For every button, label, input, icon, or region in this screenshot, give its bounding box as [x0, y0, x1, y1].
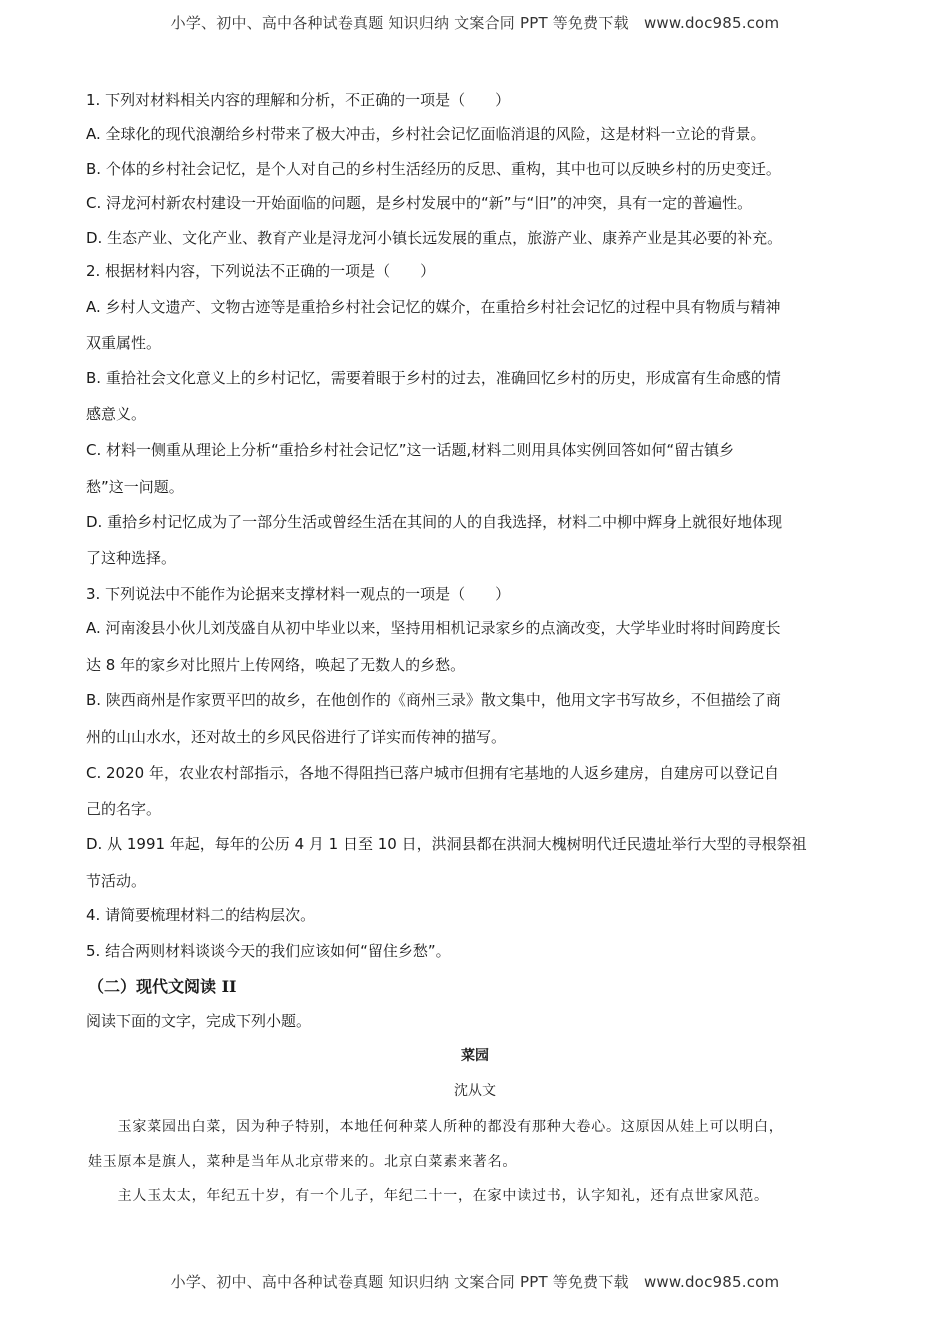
instruction: 阅读下面的文字，完成下列小题。: [86, 1012, 312, 1030]
question-line: B. 陕西商州是作家贾平凹的故乡，在他创作的《商州三录》散文集中，他用文字书写故乡，不但描绘了商: [86, 691, 781, 709]
question-line: 州的山山水水，还对故土的乡风民俗进行了详实而传神的描写。: [86, 728, 507, 746]
page-footer: 小学、初中、高中各种试卷真题 知识归纳 文案合同 PPT 等免费下载 www.doc985.com: [170, 1273, 780, 1291]
question-line: C. 材料一侧重从理论上分析“重拾乡村社会记忆”这一话题,材料二则用具体实例回答如何“留古镇乡: [86, 441, 735, 459]
question-line: D. 从 1991 年起，每年的公历 4 月 1 日至 10 日，洪洞县都在洪洞大槐树明代迁民遗址举行大型的寻根祭祖: [86, 835, 807, 853]
question-line: C. 2020 年，农业农村部指示，各地不得阻挡已落户城市但拥有宅基地的人返乡建房，自建房可以登记自: [86, 764, 779, 782]
question-line: 了这种选择。: [86, 549, 177, 567]
question-line: 节活动。: [86, 872, 147, 890]
question-line: A. 河南浚县小伙儿刘茂盛自从初中毕业以来，坚持用相机记录家乡的点滴改变，大学毕业时将时间跨度长: [86, 619, 781, 637]
question-line: D. 生态产业、文化产业、教育产业是浔龙河小镇长远发展的重点，旅游产业、康养产业是其必要的补充。: [86, 229, 783, 247]
section-title: （二）现代文阅读 II: [88, 977, 237, 996]
page-header: 小学、初中、高中各种试卷真题 知识归纳 文案合同 PPT 等免费下载 www.doc985.com: [170, 14, 780, 32]
question-line: 愁”这一问题。: [86, 478, 184, 496]
question-line: 己的名字。: [86, 800, 162, 818]
question-line: 3. 下列说法中不能作为论据来支撑材料一观点的一项是（ ）: [86, 585, 511, 603]
question-line: 1. 下列对材料相关内容的理解和分析，不正确的一项是（ ）: [86, 91, 511, 109]
question-line: 4. 请简要梳理材料二的结构层次。: [86, 906, 316, 924]
question-line: A. 全球化的现代浪潮给乡村带来了极大冲击，乡村社会记忆面临消退的风险，这是材料一立论的背景。: [86, 125, 766, 143]
question-line: D. 重拾乡村记忆成为了一部分生活或曾经生活在其间的人的自我选择，材料二中柳中辉身上就很好地体现: [86, 513, 783, 531]
question-line: A. 乡村人文遗产、文物古迹等是重拾乡村社会记忆的媒介，在重拾乡村社会记忆的过程中具有物质与精神: [86, 298, 781, 316]
question-line: 5. 结合两则材料谈谈今天的我们应该如何“留住乡愁”。: [86, 942, 451, 960]
question-line: C. 浔龙河村新农村建设一开始面临的问题，是乡村发展中的“新”与“旧”的冲突，具有一定的普遍性。: [86, 194, 753, 212]
article-paragraph: 娃玉原本是旗人，菜种是当年从北京带来的。北京白菜素来著名。: [88, 1154, 518, 1170]
question-line: 达 8 年的家乡对比照片上传网络，唤起了无数人的乡愁。: [86, 656, 466, 674]
question-line: B. 重拾社会文化意义上的乡村记忆，需要着眼于乡村的过去，准确回忆乡村的历史，形成富有生命感的情: [86, 369, 781, 387]
article-paragraph: 玉家菜园出白菜，因为种子特别，本地任何种菜人所种的都没有那种大卷心。这原因从娃上可以明白，: [88, 1119, 784, 1135]
question-line: 感意义。: [86, 405, 147, 423]
question-line: 双重属性。: [86, 334, 162, 352]
article-title: 菜园: [461, 1048, 489, 1064]
question-line: B. 个体的乡村社会记忆，是个人对自己的乡村生活经历的反思、重构，其中也可以反映乡村的历史变迁。: [86, 160, 781, 178]
question-line: 2. 根据材料内容，下列说法不正确的一项是（ ）: [86, 262, 436, 280]
article-paragraph: 主人玉太太，年纪五十岁，有一个儿子，年纪二十一，在家中读过书，认字知礼，还有点世家风范。: [88, 1188, 769, 1204]
article-author: 沈从文: [454, 1083, 496, 1099]
